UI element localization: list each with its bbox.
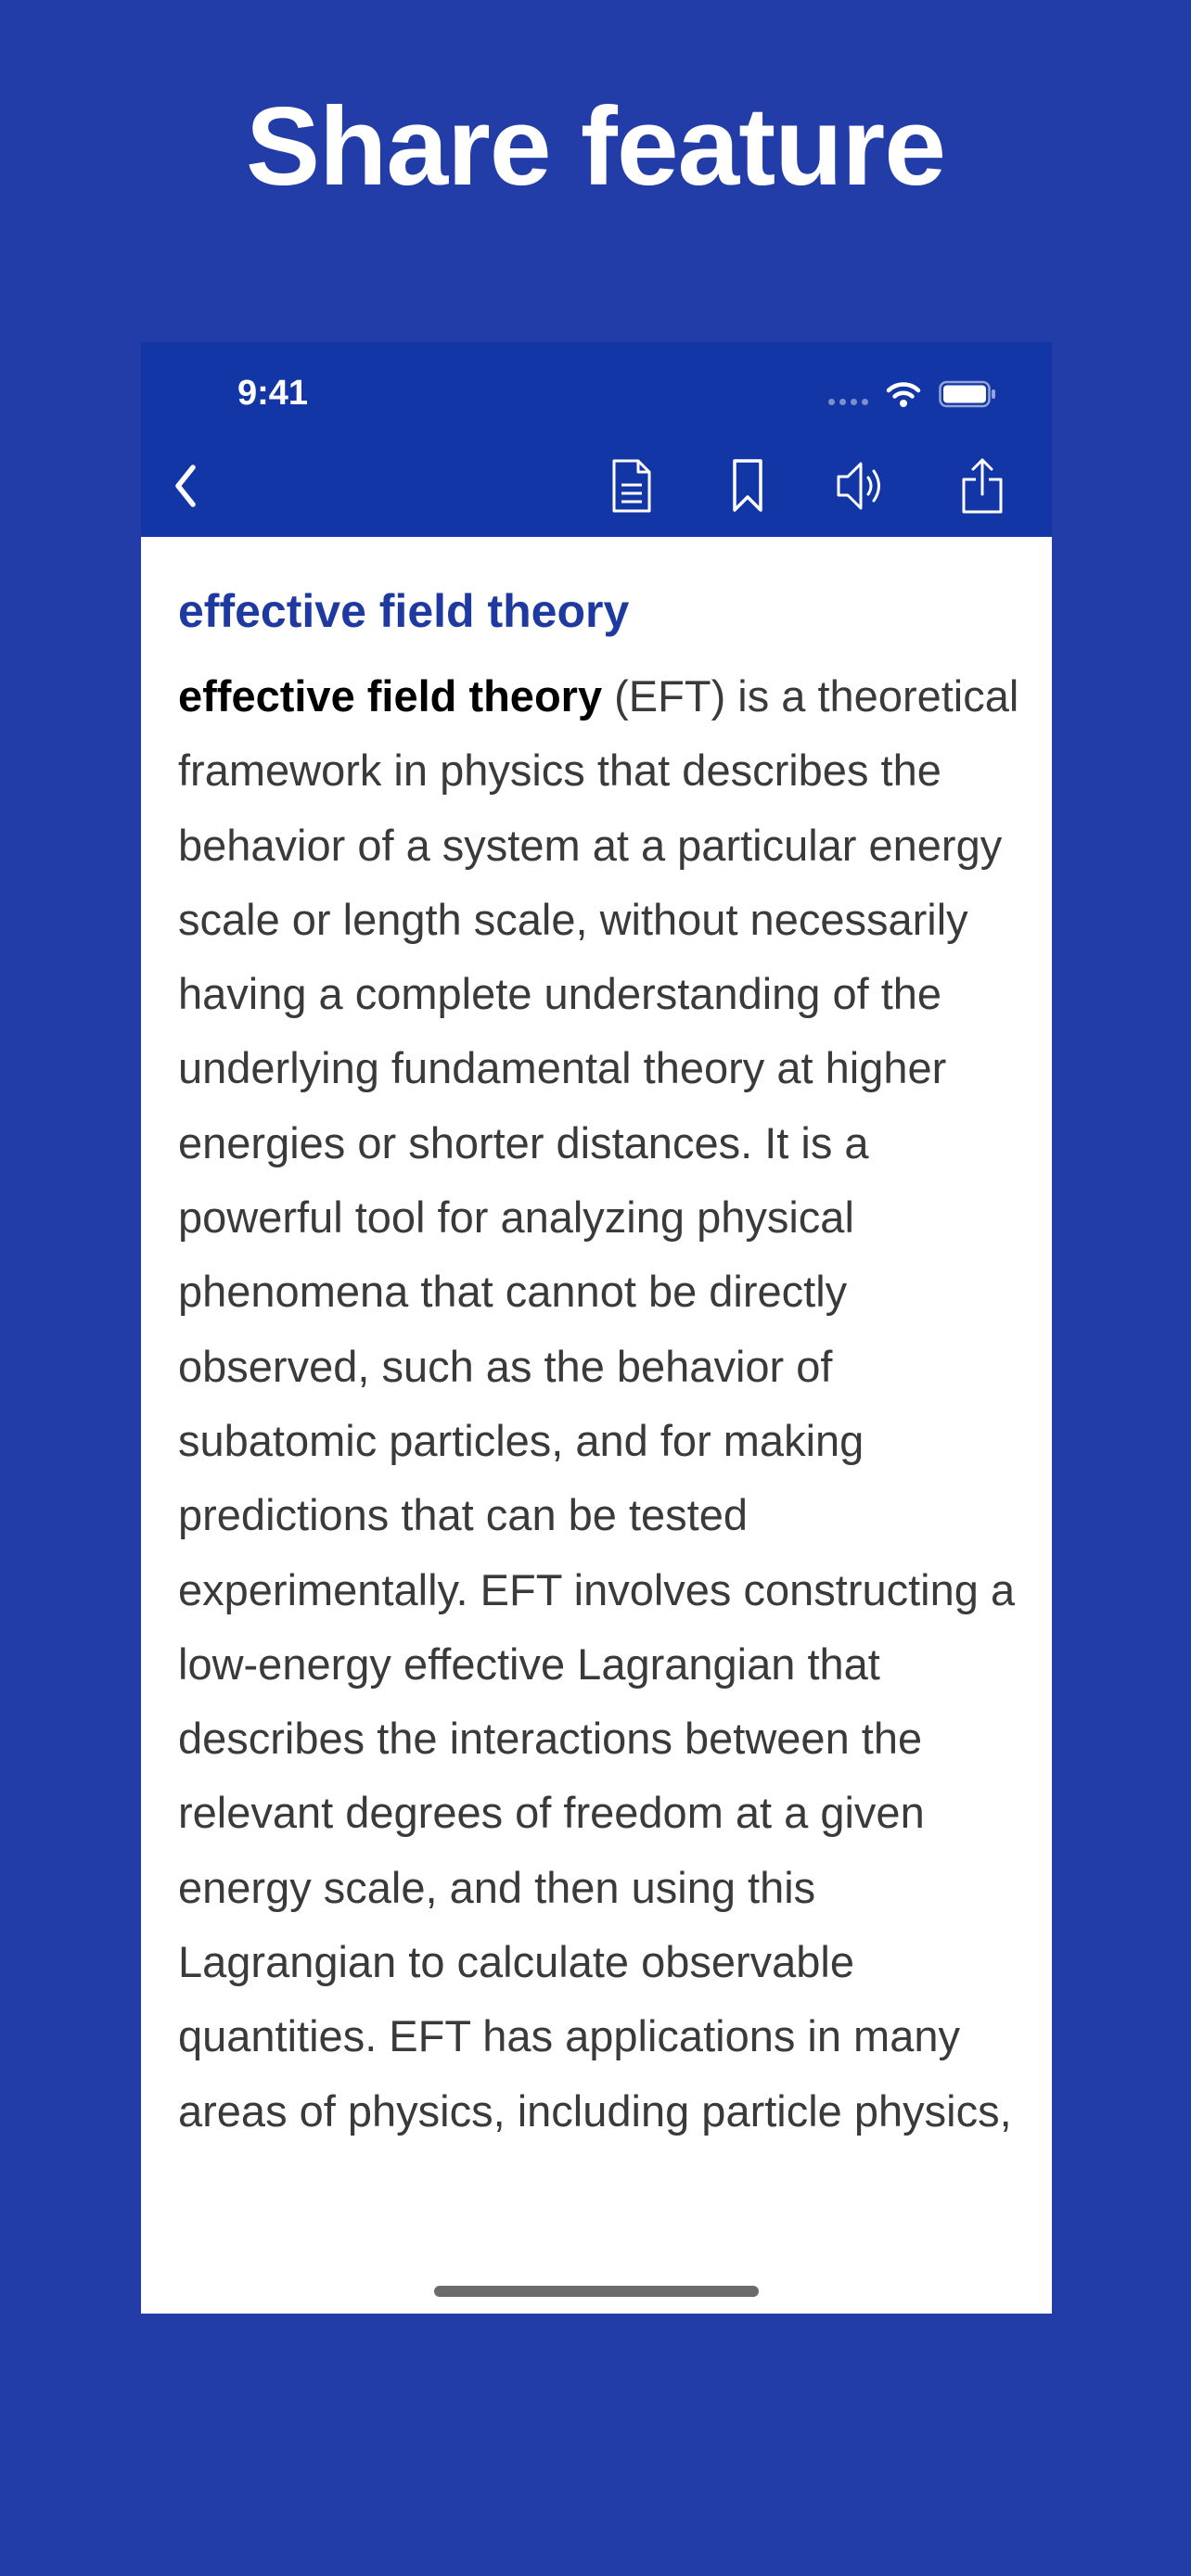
battery-icon xyxy=(939,380,996,408)
speaker-icon xyxy=(835,458,889,514)
document-icon xyxy=(609,458,654,514)
cellular-signal-icon xyxy=(828,394,868,405)
chevron-left-icon xyxy=(167,460,204,512)
home-indicator[interactable] xyxy=(434,2286,759,2297)
back-button[interactable] xyxy=(148,440,223,532)
share-icon xyxy=(960,457,1005,515)
nav-bar xyxy=(141,440,1052,537)
entry-title: effective field theory xyxy=(178,585,630,637)
document-button[interactable] xyxy=(595,440,669,532)
status-time: 9:41 xyxy=(237,374,309,413)
status-icons xyxy=(828,374,996,414)
phone-screen xyxy=(141,342,1052,2314)
bookmark-button[interactable] xyxy=(711,440,785,532)
entry-content xyxy=(141,537,1052,2314)
share-button[interactable] xyxy=(945,440,1019,532)
pronunciation-button[interactable] xyxy=(825,440,899,532)
bookmark-icon xyxy=(729,458,766,514)
entry-definition xyxy=(178,659,1031,2149)
top-bar xyxy=(141,342,1052,537)
wifi-icon xyxy=(885,380,922,408)
entry-term: effective field theory xyxy=(178,671,603,721)
promo-headline: Share feature xyxy=(246,84,945,209)
entry-definition-text: (EFT) is a theoretical framework in physics that describes the behavior of a system at a particular energy scale or length scale, without necessarily having a complete understanding of the underlying fundamental theory at higher energies or shorter distances. It is a powerful tool for analyzing physical phenomena that cannot be directly observed, such as the behavior of subatomic particles, and for making predictions that can be tested experimentally. EFT involves constructing a low-energy effective Lagrangian that describes the interactions between the relevant degrees of freedom at a given energy scale, and then using this Lagrangian to calculate observable quantities. EFT has applications in many areas of physics, including particle physics, xyxy=(178,671,1019,2136)
